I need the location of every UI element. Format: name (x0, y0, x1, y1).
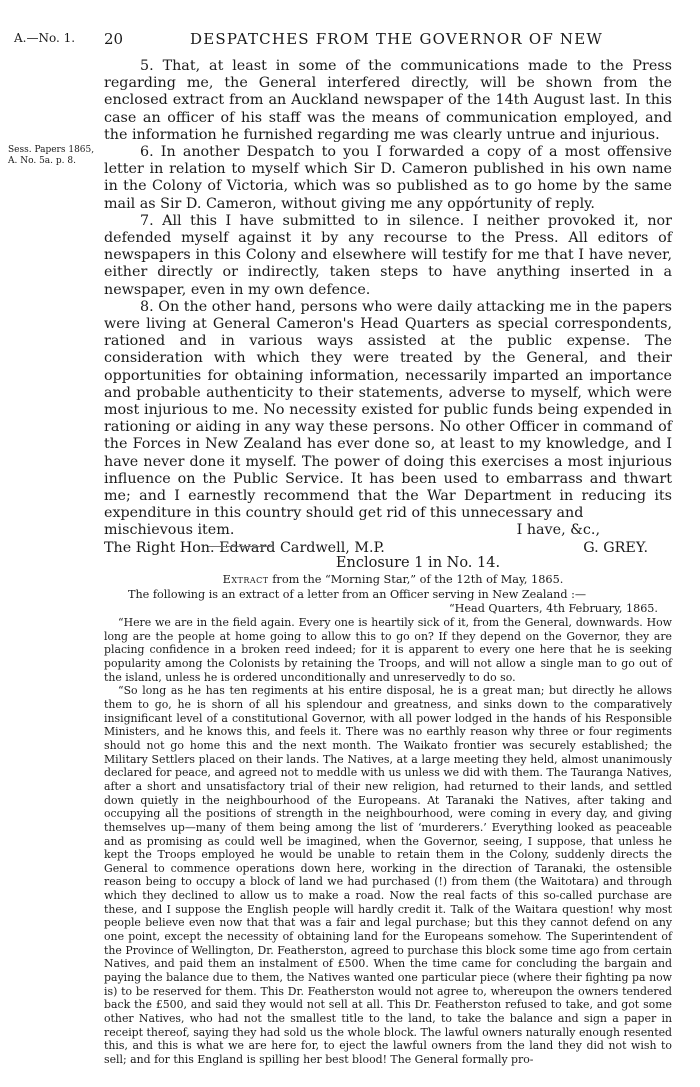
extract-source-text: from the “Morning Star,” of the 12th of May, 1865. (272, 573, 564, 586)
paragraph-5: 5. That, at least in some of the communications made to the Press regarding me, the General interfered directly, will be shown from the enclosed extract from an Auckland newspaper of the 14th August last. In this case an officer of his staff was the means of communication employed, and the information he furnished regarding me was clearly untrue and injurious. (104, 58, 672, 143)
letter-text (104, 616, 672, 1067)
enclosure (104, 554, 672, 1067)
document-reference: A.—No. 1. (14, 31, 76, 45)
despatch-body (104, 58, 672, 557)
letter-paragraph-1: “Here we are in the field again. Every one is heartily sick of it, from the General, downwards. How long are the people at home going to allow this to go on? If they depend on the Governor, they are placing confidence in a broken reed indeed; for it is apparent to every one here that he is seeking popularity among the Colonists by retaining the Troops, and will not allow a single man to go out of the island, unless he is ordered unconditionally and unreservedly to do so. (104, 616, 672, 684)
margin-note-line: A. No. 5a. p. 8. (8, 156, 76, 166)
page-number: 20 (104, 30, 124, 48)
running-title: DESPATCHES FROM THE GOVERNOR OF NEW (190, 30, 604, 48)
extract-intro: The following is an extract of a letter from an Officer serving in New Zealand :— (128, 588, 587, 601)
paragraph-8-end: mischievous item. (104, 522, 235, 539)
margin-note-line: Sess. Papers 1865, (8, 145, 95, 155)
sign-off: I have, &c., (516, 522, 600, 539)
signature: G. GREY. (583, 539, 648, 556)
extract-label: Extract (222, 573, 269, 586)
enclosure-heading: Enclosure 1 in No. 14. (335, 555, 501, 571)
paragraph-8: 8. On the other hand, persons who were daily attacking me in the papers were living at General Cameron's Head Quarters as special correspondents, rationed and in various ways assisted at the public expense. The consideration with which they were treated by the General, and their opportunities for obtaining information, necessarily imparted an importance and probable authenticity to their statements, adverse to myself, which were most injurious to me. No necessity existed for public funds being expended in rationing or aiding in any way these persons. No other Officer in command of the Forces in New Zealand has ever done so, at least to my knowledge, and I have never done it myself. The power of doing this exercises a most injurious influence on the Public Service. It has been used to embarrass and thwart me; and I earnestly recommend that the War Department in reducing its expenditure in this country should get rid of this unnecessary and (104, 298, 672, 522)
running-header (0, 30, 700, 50)
extract-source (114, 572, 672, 587)
paragraph-7: 7. All this I have submitted to in silence. I neither provoked it, nor defended myself against it by any recourse to the Press. All editors of newspapers in this Colony and elsewhere will testify for me that I have never, either directly or indirectly, taken steps to have anything inserted in a newspaper, even in my own defence. (104, 212, 672, 298)
letter-paragraph-2: “So long as he has ten regiments at his entire disposal, he is a great man; but directly he allows them to go, he is shorn of all his splendour and greatness, and sinks down to the comparatively insignificant level of a constitutional Governor, with all power lodged in the hands of his Responsible Ministers, and he knows this, and feels it. There was no earthly reason why three or four regiments should not go home this and the next month. The Waikato frontier was securely established; the Military Settlers placed on their lands. The Natives, at a large meeting they held, almost unanimously declared for peace, and agreed not to meddle with us unless we did with them. The Tauranga Natives, after a short and unsatisfactory trial of their new religion, had returned to their lands, and settled down quietly in the neighbourhood of the Europeans. At Taranaki the Natives, after taking and occupying all the positions of strength in the neighbourhood, were coming in every day, and giving themselves up—many of them being among the list of ‘murderers.’ Everything looked as peaceable and as promising as could well be imagined, when the Governor, seeing, I suppose, that unless he kept the Troops employed he would be unable to retain them in the Colony, suddenly directs the General to commence operations down here, working in the direction of Taranaki, the ostensible reason being to occupy a block of land we had purchased (!) from them (the Waitotara) and through which they declined to allow us to make a road. Now the real facts of this so-called purchase are these, and I suppose the English people will hardly credit it. Talk of the Waitara question! why most people believe even now that that was a fair and legal purchase; but this they cannot defend on any one point, except the necessity of obtaining land for the Europeans somehow. The Superintendent of the Province of Wellington, Dr. Featherston, agreed to purchase this block some time ago from certain Natives, and paid them an instalment of £500. When the time came for concluding the bargain and paying the balance due to them, the Natives wanted one particular piece (where their fighting pa now is) to be reserved for them. This Dr. Featherston would not agree to, whereupon the owners tendered back the £500, and said they would not sell at all. This Dr. Featherston refused to take, and got some other Natives, who had not the smallest title to the land, to take the balance and sign a paper in receipt thereof, saying they had sold us the whole block. The lawful owners naturally enough resented this, and this is what we are here for, to eject the lawful owners from the land they did not wish to sell; and for this England is spilling her best blood! The General formally pro- (104, 684, 672, 1066)
section-divider (208, 546, 274, 547)
margin-note (8, 145, 104, 167)
paragraph-6: 6. In another Despatch to you I forwarded a copy of a most offensive letter in relation to myself which Sir D. Cameron published in his own name in the Colony of Victoria, which was so published as to go home by the same mail as Sir D. Cameron, without giving me any oppórtunity of reply. (104, 144, 672, 212)
addressee: The Right Hon. Edward Cardwell, M.P. (104, 539, 385, 556)
letter-dateline: “Head Quarters, 4th February, 1865. (448, 602, 658, 615)
signoff-row (104, 522, 672, 539)
